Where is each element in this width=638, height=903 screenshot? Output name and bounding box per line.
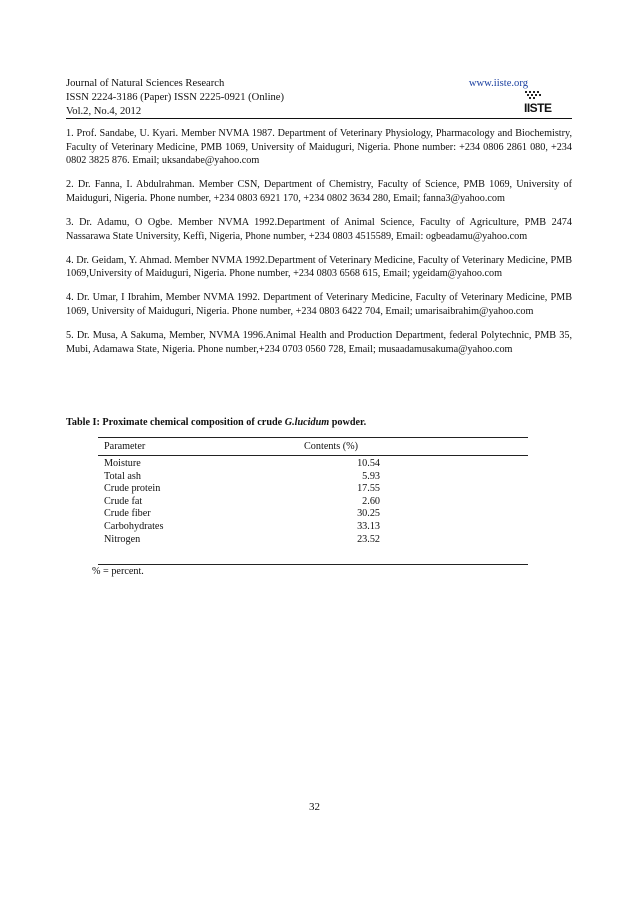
row-content: 5.93 xyxy=(362,470,380,482)
author-affiliation-5: 4. Dr. Umar, I Ibrahim, Member NVMA 1992. Department of Veterinary Medicine, Faculty of Veterinary Medicine, PMB 1069, University of Maiduguri, Nigeria. Phone number, +234 0803 6422 704, Email; umarisaibrahim@yahoo.com xyxy=(66,292,572,317)
journal-issn: ISSN 2224-3186 (Paper) ISSN 2225-0921 (Online) xyxy=(66,92,285,103)
table-row xyxy=(98,508,528,521)
row-parameter: Crude fat xyxy=(104,495,143,507)
table-row xyxy=(98,483,528,496)
table-row xyxy=(98,471,528,484)
table-caption-suffix: powder. xyxy=(329,417,367,428)
author-affiliation-2: 2. Dr. Fanna, I. Abdulrahman. Member CSN, Department of Chemistry, Faculty of Science, PMB 1069, University of Maiduguri, Nigeria. Phone number, +234 0803 6921 170, +234 0802 3634 280, Email; fanna3@yahoo.com xyxy=(66,179,572,204)
row-content: 23.52 xyxy=(357,533,380,545)
table-row xyxy=(98,521,528,534)
author-affiliations xyxy=(66,127,572,367)
page-number: 32 xyxy=(309,801,320,813)
table-row xyxy=(98,534,528,547)
row-content: 17.55 xyxy=(357,483,380,495)
row-content: 10.54 xyxy=(357,458,380,469)
table-row xyxy=(98,458,528,471)
row-parameter: Total ash xyxy=(104,470,141,482)
author-affiliation-1: 1. Prof. Sandabe, U. Kyari. Member NVMA 1987. Department of Veterinary Physiology, Pharmacology and Biochemistry, Faculty of Veterinary Medicine, PMB 1069, University of Maiduguri, Nigeria. Phone number: +234 0806 2861 080, +234 0802 3825 876. Email; uksandabe@yahoo.com xyxy=(66,128,572,167)
composition-table xyxy=(98,437,528,546)
author-affiliation-4: 4. Dr. Geidam, Y. Ahmad. Member NVMA 1992.Department of Veterinary Medicine, Faculty of Veterinary Medicine, PMB 1069,University of Maiduguri, Nigeria. Phone number, +234 0803 6568 615, Email; ygeidam@yahoo.com xyxy=(66,254,572,280)
row-parameter: Crude protein xyxy=(104,483,161,495)
row-parameter: Carbohydrates xyxy=(104,520,164,532)
table-bottom-rule xyxy=(98,564,528,565)
table-caption xyxy=(66,417,366,428)
row-parameter: Crude fiber xyxy=(104,508,151,520)
row-content: 2.60 xyxy=(362,495,380,507)
journal-volume: Vol.2, No.4, 2012 xyxy=(66,106,142,117)
table-row xyxy=(98,496,528,509)
column-header-parameter: Parameter xyxy=(104,441,146,452)
journal-header xyxy=(66,77,572,119)
table-body xyxy=(98,456,528,546)
header-divider xyxy=(66,118,572,119)
column-header-contents: Contents (%) xyxy=(304,441,359,452)
table-caption-species: G.lucidum xyxy=(284,417,330,428)
row-parameter: Moisture xyxy=(104,458,141,469)
author-affiliation-3: 3. Dr. Adamu, O Ogbe. Member NVMA 1992.Department of Animal Science, Faculty of Agriculture, PMB 2474 Nassarawa State University, Keffi, Nigeria, Phone number, +234 0803 4515589, Email: ogbeadamu@yahoo.com xyxy=(66,216,572,242)
author-affiliation-6: 5. Dr. Musa, A Sakuma, Member, NVMA 1996.Animal Health and Production Department, federal Polytechnic, PMB 35, Mubi, Adamawa State, Nigeria. Phone number,+234 0703 0560 728, Email; musaadamusakuma@yahoo.com xyxy=(66,330,572,355)
table-header-row xyxy=(98,438,528,455)
table-footnote: % = percent. xyxy=(92,566,144,577)
iiste-logo-text: IISTE xyxy=(524,101,552,115)
table-caption-prefix: Table I: Proximate chemical composition of crude xyxy=(66,417,285,428)
row-content: 33.13 xyxy=(357,520,380,532)
journal-url-link[interactable]: www.iiste.org xyxy=(468,78,528,89)
row-parameter: Nitrogen xyxy=(104,533,141,545)
row-content: 30.25 xyxy=(357,508,380,520)
journal-title: Journal of Natural Sciences Research xyxy=(66,78,225,89)
